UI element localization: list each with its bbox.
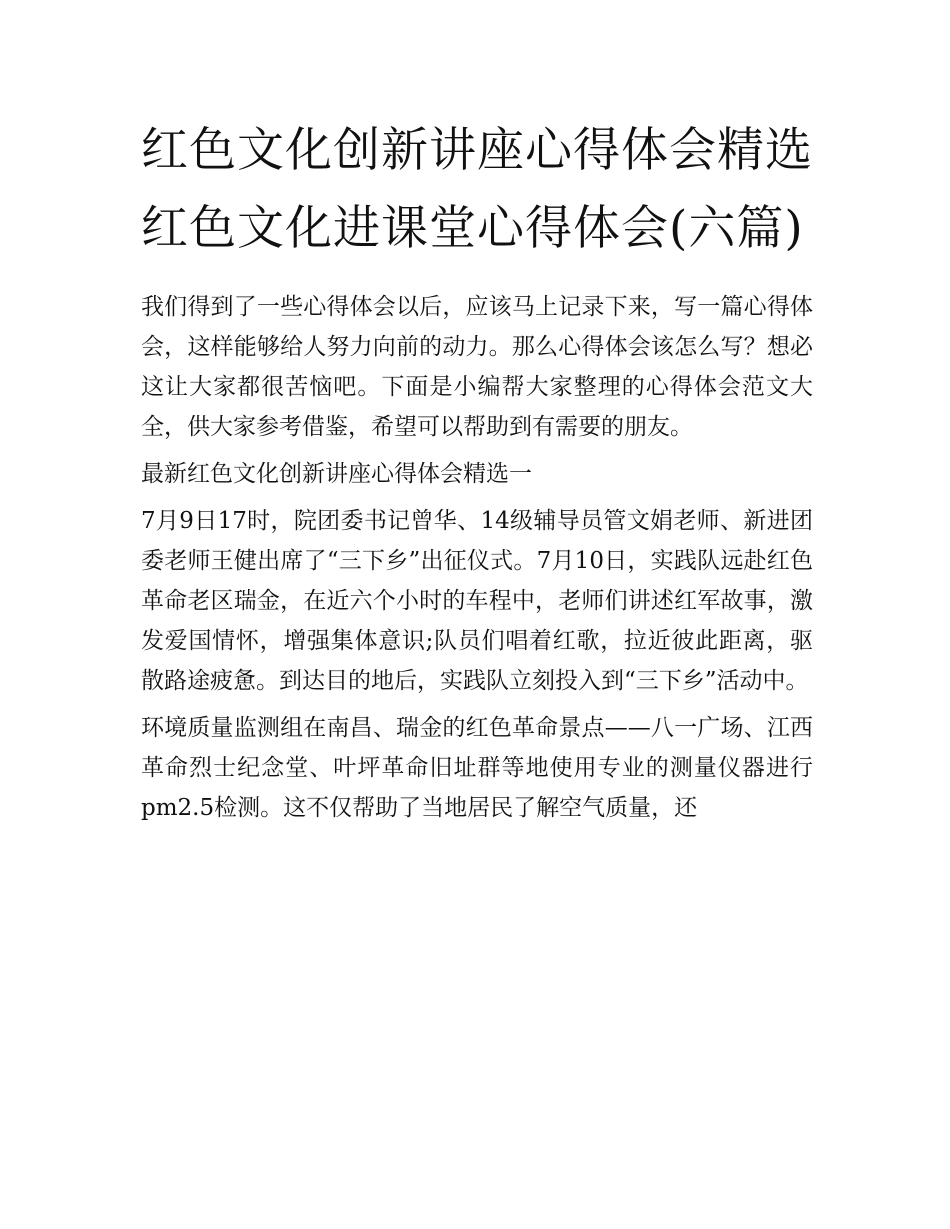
body-paragraph: 环境质量监测组在南昌、瑞金的红色革命景点——八一广场、江西革命烈士纪念堂、叶坪革命旧址群等地使用专业的测量仪器进行pm2.5检测。这不仅帮助了当地居民了解空气质量，还 bbox=[141, 715, 813, 821]
document-title: 红色文化创新讲座心得体会精选 红色文化进课堂心得体会(六篇) bbox=[141, 123, 813, 256]
document-page bbox=[141, 112, 813, 828]
body-paragraph: 7月9日17时，院团委书记曾华、14级辅导员管文娟老师、新进团委老师王健出席了“三下乡”出征仪式。7月10日，实践队远赴红色革命老区瑞金，在近六个小时的车程中，老师们讲述红军故事，激发爱国情怀，增强集体意识;队员们唱着红歌，拉近彼此距离，驱散路途疲惫。到达目的地后，实践队立刻投入到“三下乡”活动中。 bbox=[141, 508, 813, 694]
section-heading: 最新红色文化创新讲座心得体会精选一 bbox=[141, 461, 532, 487]
intro-paragraph: 我们得到了一些心得体会以后，应该马上记录下来，写一篇心得体会，这样能够给人努力向前的动力。那么心得体会该怎么写？想必这让大家都很苦恼吧。下面是小编帮大家整理的心得体会范文大全，供大家参考借鉴，希望可以帮助到有需要的朋友。 bbox=[141, 294, 813, 440]
